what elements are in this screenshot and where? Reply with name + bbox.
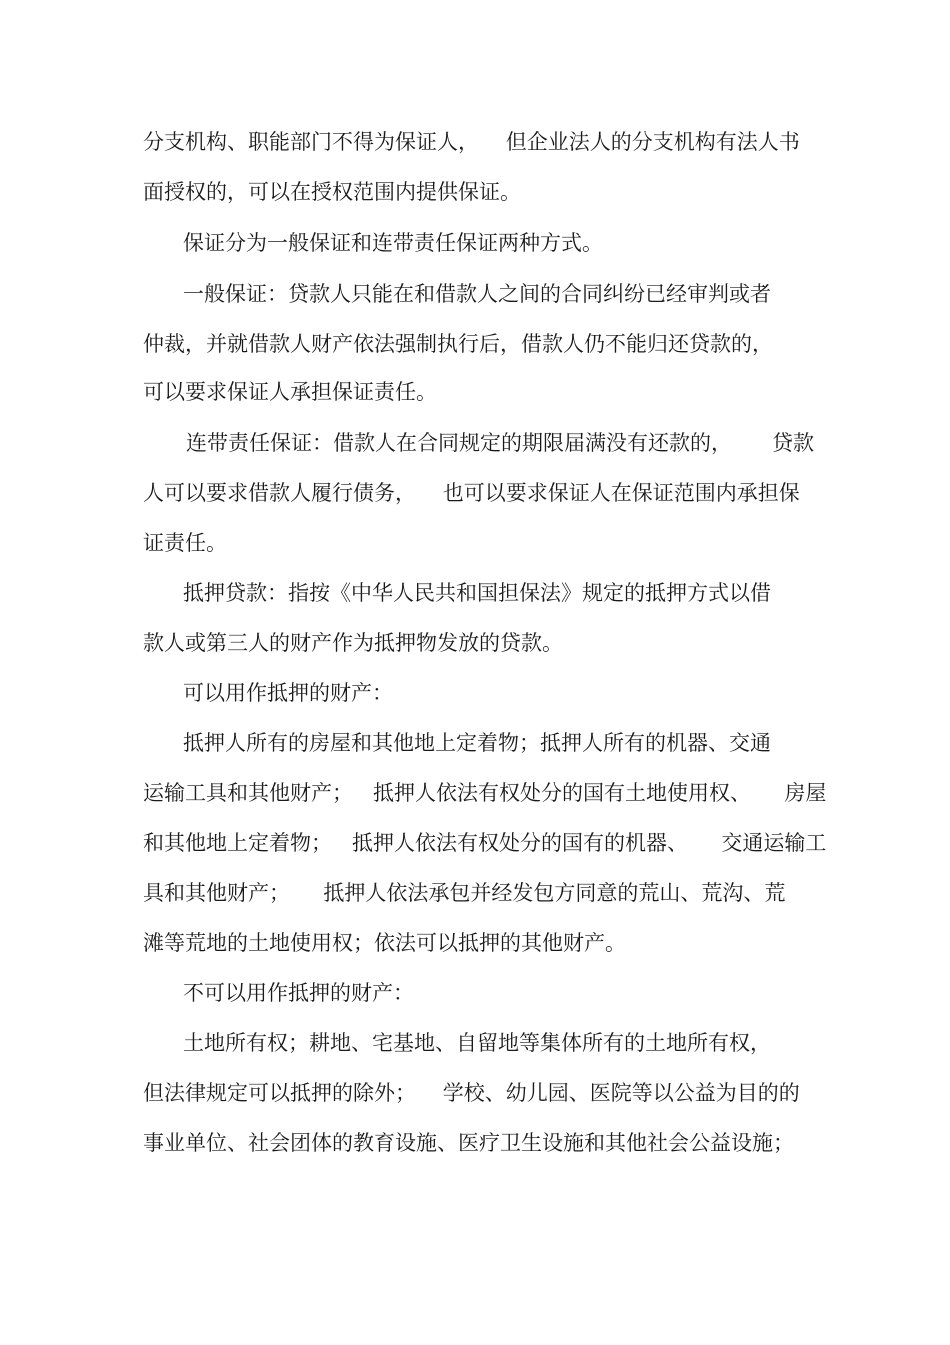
text-line: 可以用作抵押的财产：	[183, 681, 393, 705]
text-line: 滩等荒地的土地使用权；依法可以抵押的其他财产。	[143, 931, 626, 955]
text-line: 但法律规定可以抵押的除外； 学校、幼儿园、医院等以公益为目的的	[143, 1081, 800, 1105]
text-line: 具和其他财产； 抵押人依法承包并经发包方同意的荒山、荒沟、荒	[143, 881, 786, 905]
text-line: 抵押贷款：指按《中华人民共和国担保法》规定的抵押方式以借	[183, 581, 771, 605]
text-line: 证责任。	[143, 531, 227, 555]
text-line: 运输工具和其他财产； 抵押人依法有权处分的国有土地使用权、 房屋	[143, 781, 827, 805]
text-line: 可以要求保证人承担保证责任。	[143, 380, 437, 404]
text-line: 一般保证：贷款人只能在和借款人之间的合同纠纷已经审判或者	[183, 282, 771, 306]
text-line: 保证分为一般保证和连带责任保证两种方式。	[183, 231, 603, 255]
text-line: 和其他地上定着物； 抵押人依法有权处分的国有的机器、 交通运输工	[143, 831, 827, 855]
text-line: 面授权的，可以在授权范围内提供保证。	[143, 180, 521, 204]
text-line: 连带责任保证：借款人在合同规定的期限届满没有还款的， 贷款	[186, 431, 815, 455]
text-line: 不可以用作抵押的财产：	[183, 981, 414, 1005]
text-line: 人可以要求借款人履行债务， 也可以要求保证人在保证范围内承担保	[143, 481, 800, 505]
text-line: 土地所有权；耕地、宅基地、自留地等集体所有的土地所有权，	[183, 1031, 771, 1055]
text-line: 款人或第三人的财产作为抵押物发放的贷款。	[143, 631, 563, 655]
text-line: 仲裁，并就借款人财产依法强制执行后，借款人仍不能归还贷款的，	[143, 332, 773, 356]
text-line: 事业单位、社会团体的教育设施、医疗卫生设施和其他社会公益设施；	[143, 1131, 794, 1155]
text-line: 分支机构、职能部门不得为保证人， 但企业法人的分支机构有法人书	[143, 130, 800, 154]
text-line: 抵押人所有的房屋和其他地上定着物；抵押人所有的机器、交通	[183, 731, 771, 755]
